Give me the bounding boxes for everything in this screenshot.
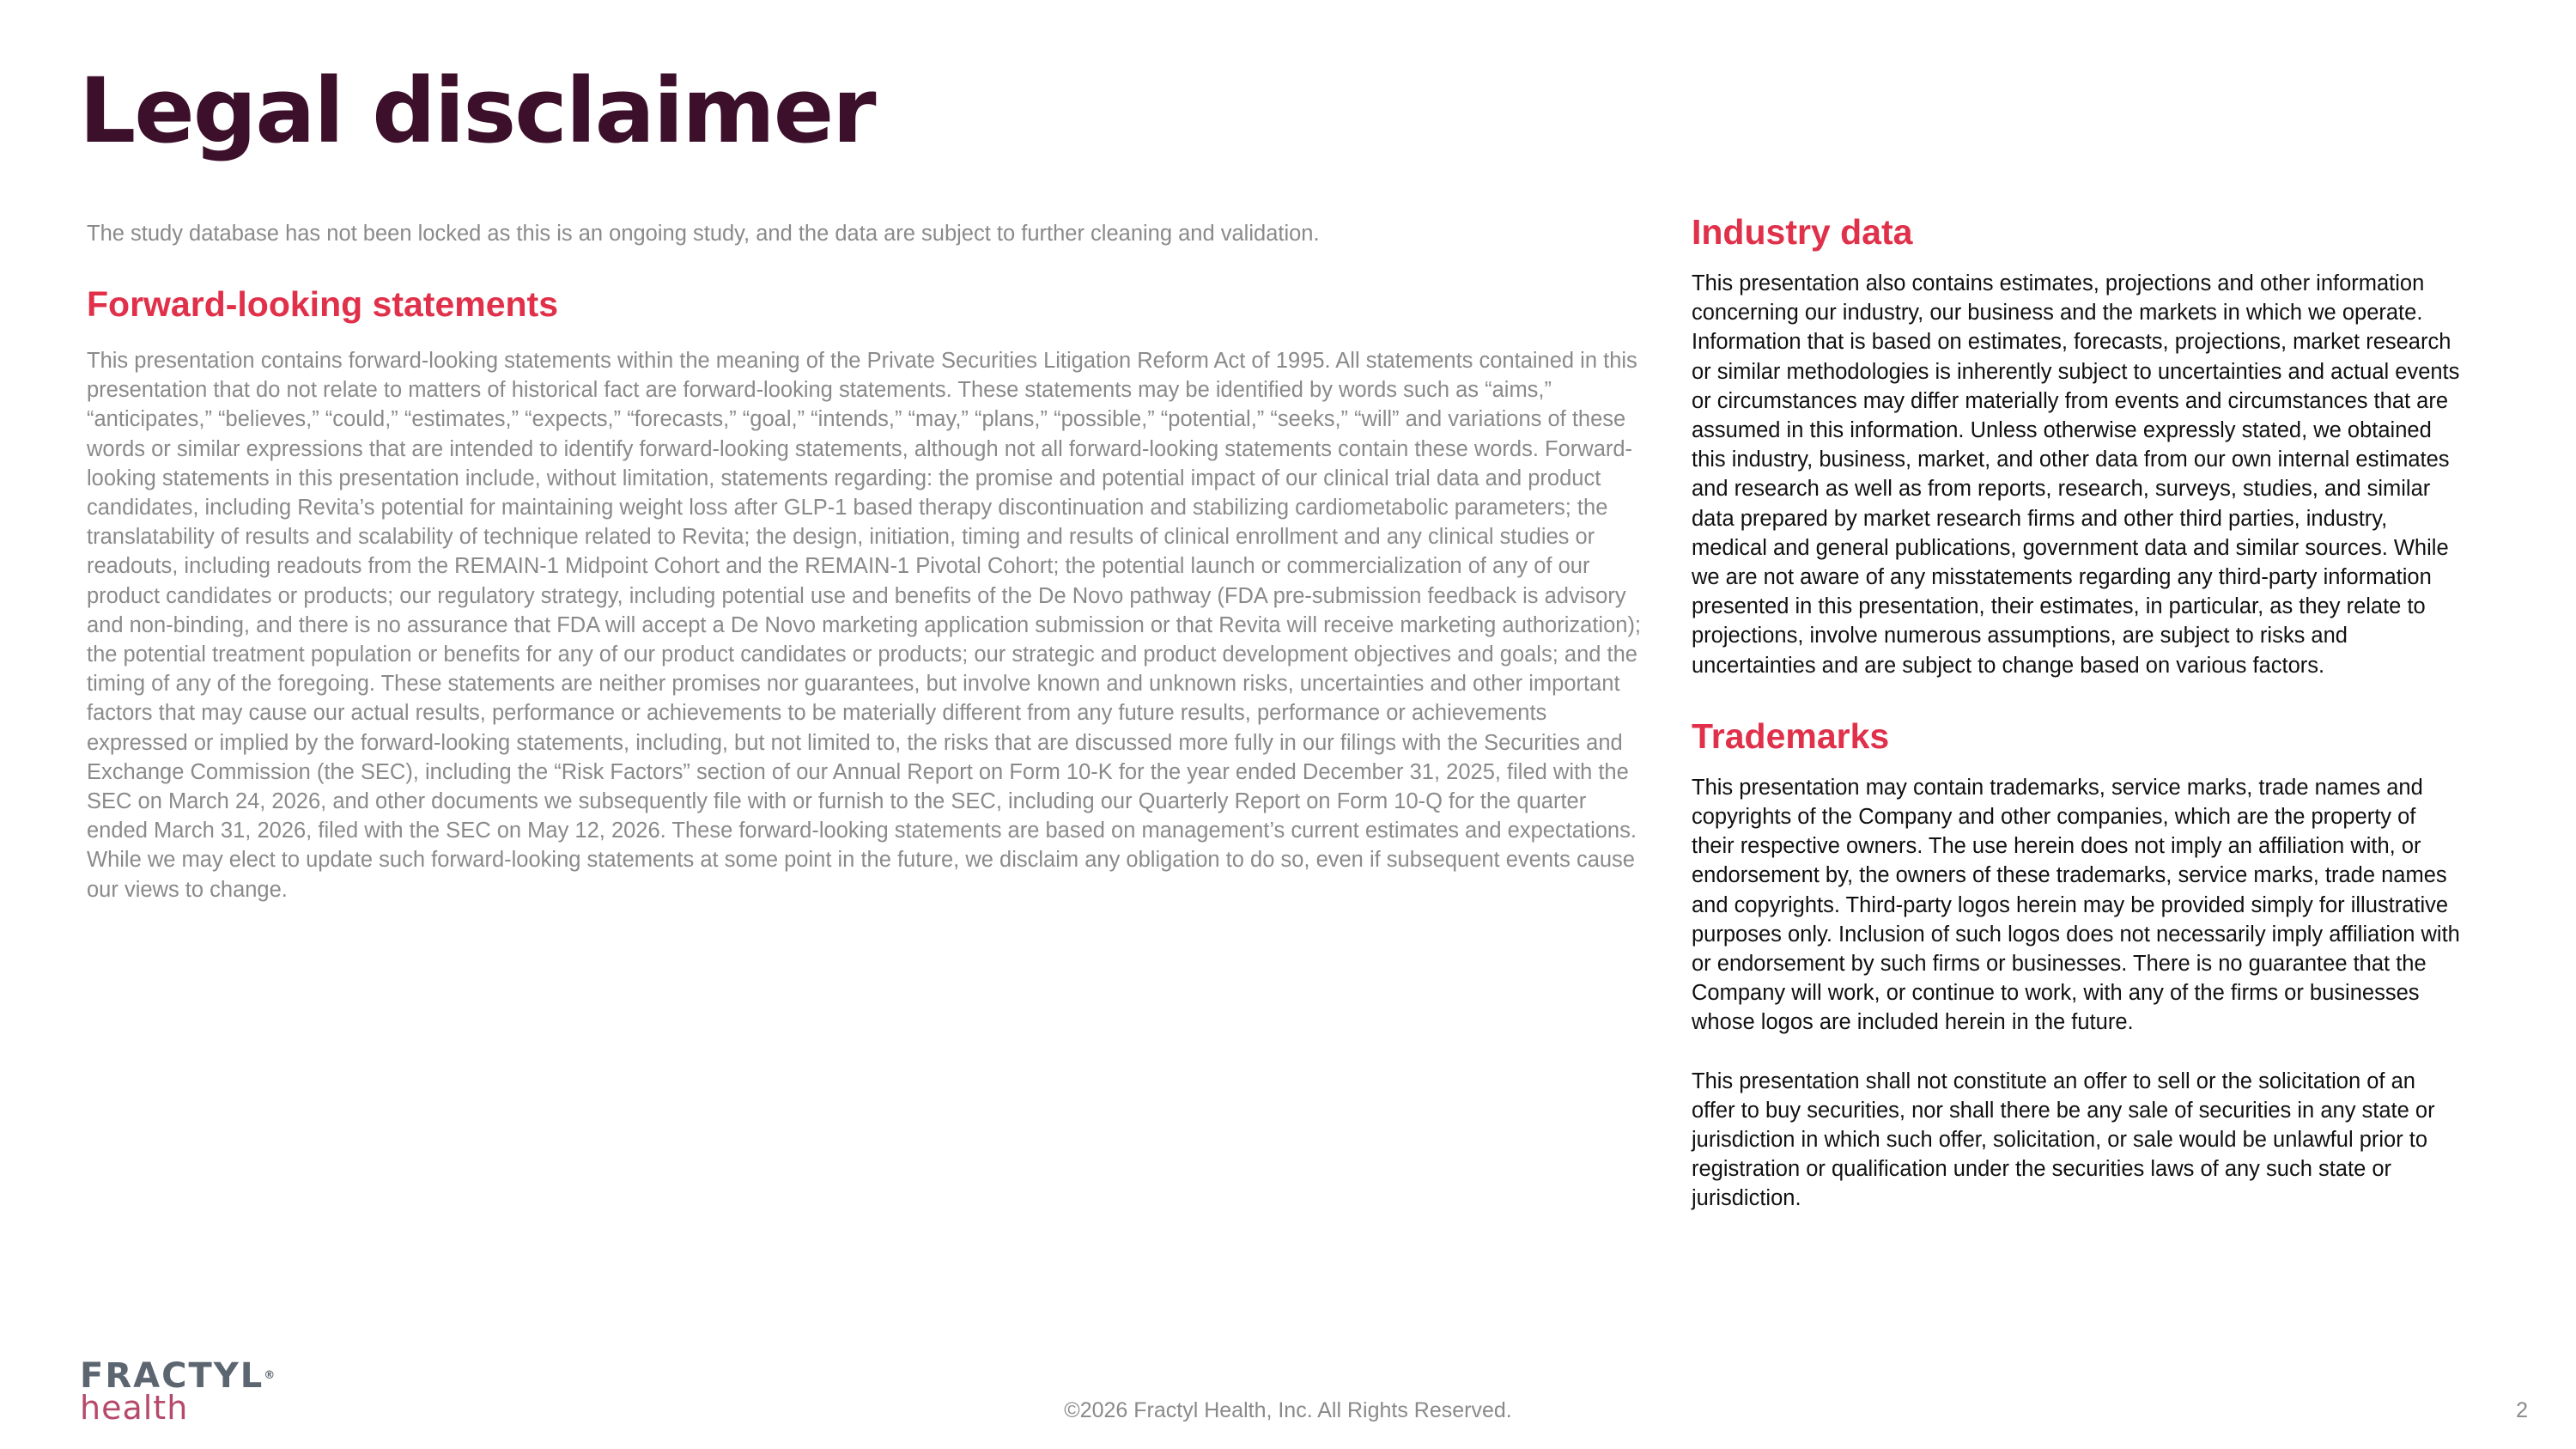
page-title: Legal disclaimer [79,58,875,163]
forward-looking-body: This presentation contains forward-looking statements within the meaning of the Private Securities Litigation Reform Act of 1995. All statements contained in this presentation that do not relate to matters of historical fact are forward-looking statements. These statements may be identified by words such as “aims,” “anticipates,” “believes,” “could,” “estimates,” “expects,” “forecasts,” “goal,” “intends,” “may,” “plans,” “possible,” “potential,” “seeks,” “will” and variations of these words or similar expressions that are intended to identify forward-looking statements, although not all forward-looking statements contain these words. Forward-looking statements in this presentation include, without limitation, statements regarding: the promise and potential impact of our clinical trial data and product candidates, including Revita’s potential for maintaining weight loss after GLP-1 based therapy discontinuation and stabilizing cardiometabolic parameters; the translatability of results and scalability of technique related to Revita; the design, initiation, timing and results of clinical enrollment and any clinical studies or readouts, including readouts from the REMAIN-1 Midpoint Cohort and the REMAIN-1 Pivotal Cohort; the potential launch or commercialization of any of our product candidates or products; our regulatory strategy, including potential use and benefits of the De Novo pathway (FDA pre-submission feedback is advisory and non-binding, and there is no assurance that FDA will accept a De Novo marketing application submission or that Revita will receive marketing authorization); the potential treatment population or benefits for any of our product candidates or products; our strategic and product development objectives and goals; and the timing of any of the foregoing. These statements are neither promises nor guarantees, but involve known and unknown risks, uncertainties and other important factors that may cause our actual results, performance or achievements to be materially different from any future results, performance or achievements expressed or implied by the forward-looking statements, including, but not limited to, the risks that are discussed more fully in our filings with the Securities and Exchange Commission (the SEC), including the “Risk Factors” section of our Annual Report on Form 10-K for the year ended December 31, 2025, filed with the SEC on March 24, 2026, and other documents we subsequently file with or furnish to the SEC, including our Quarterly Report on Form 10-Q for the quarter ended March 31, 2026, filed with the SEC on May 12, 2026. These forward-looking statements are based on management’s current estimates and expectations. While we may elect to update such forward-looking statements at some point in the future, we disclaim any obligation to do so, even if subsequent events cause our views to change. [87,349,1642,902]
trademarks-body: This presentation may contain trademarks, service marks, trade names and copyrights of the Company and other companies, which are the property of their respective owners. The use herein does not imply an affiliation with, or endorsement by, the owners of these trademarks, service marks, trade names and copyrights. Third-party logos herein may be provided simply for illustrative purposes only. Inclusion of such logos does not necessarily imply affiliation with or endorsement by such firms or businesses. There is no guarantee that the Company will work, or continue to work, with any of the firms or businesses whose logos are included herein in the future. [1692,775,2460,1035]
industry-data-heading: Industry data [1692,212,1913,252]
right-column [1692,210,2464,1214]
left-column [87,219,1641,904]
study-database-note: The study database has not been locked as this is an ongoing study, and the data are subject to further cleaning and validation. [87,222,1320,246]
page-number: 2 [2516,1398,2528,1422]
copyright-footer: ©2026 Fractyl Health, Inc. All Rights Reserved. [1064,1398,1512,1422]
forward-looking-heading: Forward-looking statements [87,284,559,324]
securities-offer-body: This presentation shall not constitute an offer to sell or the solicitation of an offer to buy securities, nor shall there be any sale of securities in any state or jurisdiction in which such offer, solicitation, or sale would be unlawful prior to registration or qualification under the securities laws of any such state or jurisdiction. [1692,1068,2435,1211]
logo-wordmark-health: health [80,1389,189,1427]
registered-mark: ® [264,1369,276,1382]
logo-wordmark-fractyl: FRACTYL [80,1356,264,1396]
industry-data-body: This presentation also contains estimates, projections and other information concerning our industry, our business and the markets in which we operate. Information that is based on estimates, forecasts, projections, market research or similar methodologies is inherently subject to uncertainties and actual events or circumstances may differ materially from events and circumstances that are assumed in this information. Unless otherwise expressly stated, we obtained this industry, business, market, and other data from our own internal estimates and research as well as from reports, research, surveys, studies, and similar data prepared by market research firms and other third parties, industry, medical and general publications, government data and similar sources. While we are not aware of any misstatements regarding any third-party information presented in this presentation, their estimates, in particular, as they relate to projections, involve numerous assumptions, are subject to risks and uncertainties and are subject to change based on various factors. [1692,271,2460,678]
trademarks-heading: Trademarks [1692,715,1890,756]
